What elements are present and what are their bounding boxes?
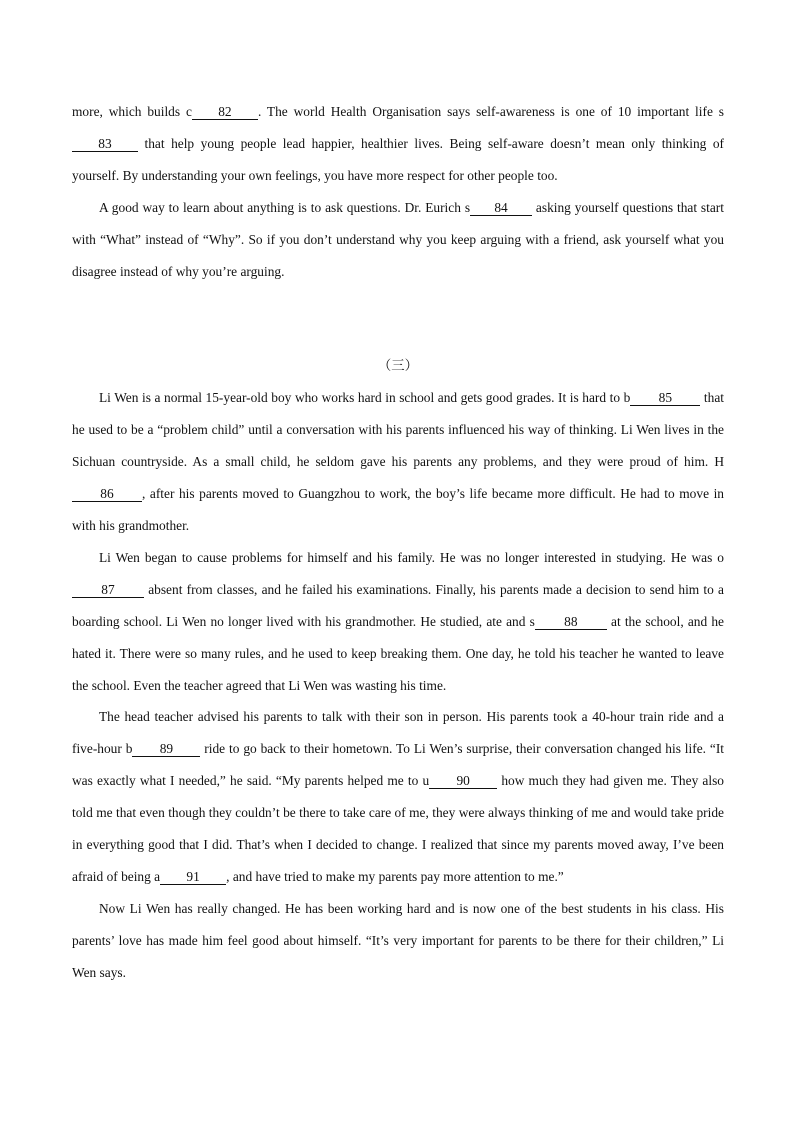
text-run: that help young people lead happier, healthier lives. Being self-aware doesn’t mean only thinking of yourself. By understanding your own feelings, you have more respect for other people too.: [72, 135, 724, 183]
text-run: . The world Health Organisation says self-awareness is one of 10 important life: [257, 104, 719, 119]
blank-initial: s: [529, 613, 535, 629]
blank-initial: s: [718, 104, 724, 119]
blank-initial: s: [464, 199, 471, 215]
blank-initial: o: [717, 549, 724, 565]
text-run: Li Wen is a normal 15-year-old boy who works hard in school and gets good grades. It is hard to: [99, 390, 624, 406]
text-run: A good way to learn about anything is to ask questions. Dr. Eurich: [99, 199, 465, 215]
blank-85[interactable]: 85: [630, 391, 700, 406]
blank-initial: b: [623, 390, 631, 406]
paragraph-conversation: [72, 701, 724, 892]
text-run: that he used to be a “problem child” until a conversation with his parents influenced his way of thinking. Li Wen lives in the Sichuan countryside. As a small child, he seldom gave his parents any problems, and they were proud of him.: [72, 390, 724, 470]
text-run: , and have tried to make my parents pay more attention to me.”: [226, 868, 564, 884]
text-run: ride to go back to their hometown. To Li Wen’s surprise, their conversation changed his life. “It was exactly what I needed,” he said. “My parents helped me to: [72, 741, 725, 789]
document-page: [72, 96, 724, 989]
blank-89[interactable]: 89: [132, 742, 200, 757]
blank-initial: H: [714, 454, 724, 470]
section-gap: [72, 287, 724, 350]
text-run: , after his parents moved to Guangzhou to work, the boy’s life became more difficult. He had to move in with his grandmother.: [72, 486, 724, 533]
blank-84[interactable]: 84: [470, 201, 532, 216]
blank-90[interactable]: 90: [429, 774, 497, 789]
blank-87[interactable]: 87: [72, 583, 144, 598]
blank-91[interactable]: 91: [160, 870, 226, 885]
paragraph-ask-questions: [72, 192, 724, 288]
text-run: absent from classes, and he failed his examinations. Finally, his parents made a decision to send him to a boarding school. Li Wen no longer lived with his grandmother. He studied, ate and: [72, 581, 724, 629]
text-run: Li Wen began to cause problems for himself and his family. He was no longer interested in studying. He was: [99, 549, 718, 565]
blank-83[interactable]: 83: [72, 137, 138, 152]
paragraph-li-wen-intro: [72, 382, 724, 542]
blank-initial: a: [154, 868, 161, 884]
text-run: asking yourself questions that start with “What” instead of “Why”. So if you don’t understand why you keep arguing with a friend, ask yourself what you disagree instead of why you’re arguing.: [72, 199, 724, 279]
blank-initial: c: [185, 104, 192, 119]
text-run: how much they had given me. They also told me that even though they couldn’t be there to take care of me, they were always thinking of me and would take pride in everything good that I did. That’s when I decided to change. I realized that since my parents moved away, I’ve been afraid of being: [72, 773, 725, 884]
section-title: （三）: [377, 358, 419, 374]
text-run: more, which builds: [72, 104, 186, 119]
blank-88[interactable]: 88: [535, 615, 607, 630]
blank-82[interactable]: 82: [192, 105, 258, 120]
paragraph-self-awareness: [72, 96, 724, 192]
blank-initial: b: [125, 741, 133, 757]
paragraph-li-wen-problems: [72, 542, 724, 702]
text-run: at the school, and he hated it. There were so many rules, and he used to keep breaking them. One day, he told his teacher he wanted to leave the school. Even the teacher agreed that Li Wen was wasting his time.: [72, 613, 724, 693]
blank-86[interactable]: 86: [72, 487, 142, 502]
blank-initial: u: [422, 773, 430, 789]
text-run: The head teacher advised his parents to talk with their son in person. His parents took a 40-hour train ride and a five-hour: [72, 709, 724, 757]
paragraph-conclusion: Now Li Wen has really changed. He has been working hard and is now one of the best students in his class. His parents’ love has made him feel good about himself. “It’s very important for parents to be there for their children,” Li Wen says.: [72, 900, 724, 980]
